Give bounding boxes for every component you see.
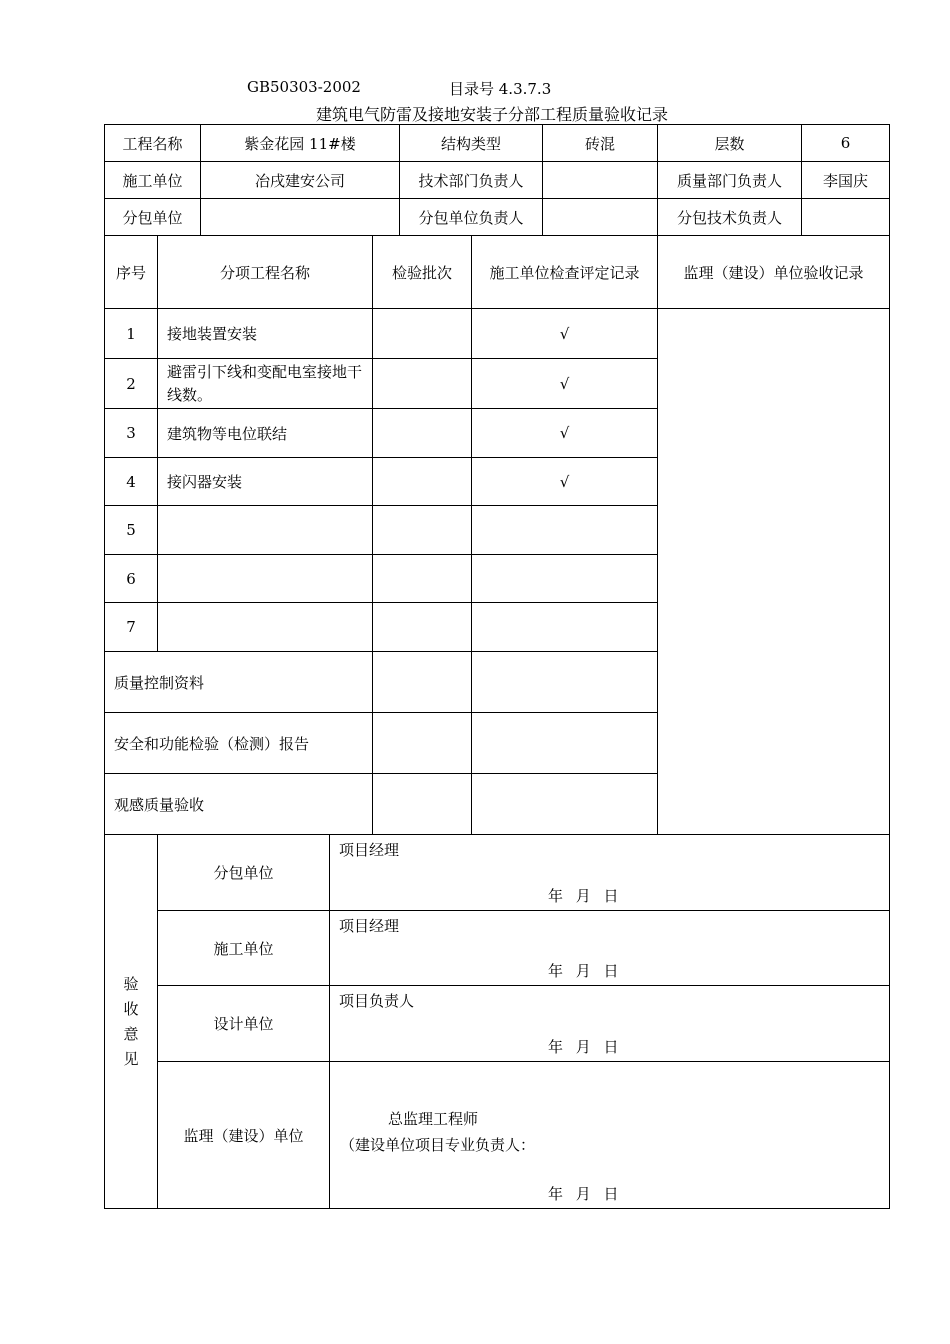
sign-role: 项目经理 [339,841,400,859]
quality-head-value: 李国庆 [802,162,890,199]
quality-docs-batches [373,652,472,713]
quality-docs-check [472,652,658,713]
item-no: 6 [105,555,158,603]
acceptance-label-char: 验 [123,974,139,993]
acceptance-table [104,834,890,1209]
item-name: 接地装置安装 [158,309,373,359]
tech-head-value [543,162,658,199]
col-supervisor-check-header: 监理（建设）单位验收记录 [658,236,890,309]
tech-head-label: 技术部门负责人 [400,162,543,199]
item-batches [373,359,472,409]
sign-date: 年 月 日 [548,887,619,905]
item-name: 建筑物等电位联结 [158,409,373,458]
col-name-header: 分项工程名称 [158,236,373,309]
project-name-label: 工程名称 [105,125,201,162]
table-row [105,309,890,359]
sign-role: 项目经理 [339,917,400,935]
subcontractor-name [201,199,400,236]
contractor-label: 施工单位 [105,162,201,199]
sub-tech-head-value [802,199,890,236]
item-no: 2 [105,359,158,409]
structure-type-label: 结构类型 [400,125,543,162]
item-no: 3 [105,409,158,458]
item-batches [373,506,472,555]
item-name: 接闪器安装 [158,458,373,506]
sign-date: 年 月 日 [548,962,619,980]
col-no-header: 序号 [105,236,158,309]
sign-role-sub: （建设单位项目专业负责人： [340,1136,536,1154]
project-name: 紫金花园 11#楼 [201,125,400,162]
acceptance-unit: 监理（建设）单位 [158,1062,330,1209]
contractor-name: 冶戌建安公司 [201,162,400,199]
item-no: 5 [105,506,158,555]
item-check [472,555,658,603]
info-table [104,124,890,236]
acceptance-label-cell [105,835,158,1209]
safety-reports-batches [373,713,472,774]
acceptance-unit: 设计单位 [158,986,330,1062]
item-no: 1 [105,309,158,359]
col-batches-header: 检验批次 [373,236,472,309]
sub-head-label: 分包单位负责人 [400,199,543,236]
sign-role: 项目负责人 [339,992,415,1010]
safety-reports-check [472,713,658,774]
col-contractor-check-header: 施工单位检查评定记录 [472,236,658,309]
acceptance-label [105,972,157,1072]
floors-label: 层数 [658,125,802,162]
item-check: √ [472,458,658,506]
appearance-label: 观感质量验收 [105,774,373,835]
quality-docs-label: 质量控制资料 [105,652,373,713]
document-title: 建筑电气防雷及接地安装子分部工程质量验收记录 [316,105,669,124]
item-no: 4 [105,458,158,506]
safety-reports-label: 安全和功能检验（检测）报告 [105,713,373,774]
item-name: 避雷引下线和变配电室接地干线数。 [158,359,373,409]
item-check: √ [472,309,658,359]
acceptance-unit: 施工单位 [158,911,330,986]
structure-type: 砖混 [543,125,658,162]
appearance-check [472,774,658,835]
appearance-batches [373,774,472,835]
acceptance-sign-cell [330,986,890,1062]
item-check [472,603,658,652]
acceptance-sign-cell [330,911,890,986]
item-batches [373,309,472,359]
item-name [158,506,373,555]
acceptance-unit: 分包单位 [158,835,330,911]
acceptance-label-char: 收 [123,999,139,1018]
floors-value: 6 [802,125,890,162]
item-batches [373,458,472,506]
quality-head-label: 质量部门负责人 [658,162,802,199]
item-batches [373,409,472,458]
standard-code: GB50303-2002 [247,78,361,96]
item-no: 7 [105,603,158,652]
sub-tech-head-label: 分包技术负责人 [658,199,802,236]
sub-head-value [543,199,658,236]
supervisor-record-cell [658,309,890,835]
sign-role: 总监理工程师 [388,1110,479,1128]
items-table [104,235,890,835]
item-check: √ [472,359,658,409]
sign-date: 年 月 日 [548,1038,619,1056]
item-check [472,506,658,555]
item-batches [373,555,472,603]
acceptance-label-char: 见 [123,1049,139,1068]
item-check: √ [472,409,658,458]
sign-date: 年 月 日 [548,1185,619,1203]
acceptance-sign-cell [330,1062,890,1209]
subcontractor-label: 分包单位 [105,199,201,236]
item-batches [373,603,472,652]
acceptance-label-char: 意 [123,1024,139,1043]
acceptance-sign-cell [330,835,890,911]
item-name [158,555,373,603]
catalog-number: 目录号 4.3.7.3 [449,80,552,98]
item-name [158,603,373,652]
